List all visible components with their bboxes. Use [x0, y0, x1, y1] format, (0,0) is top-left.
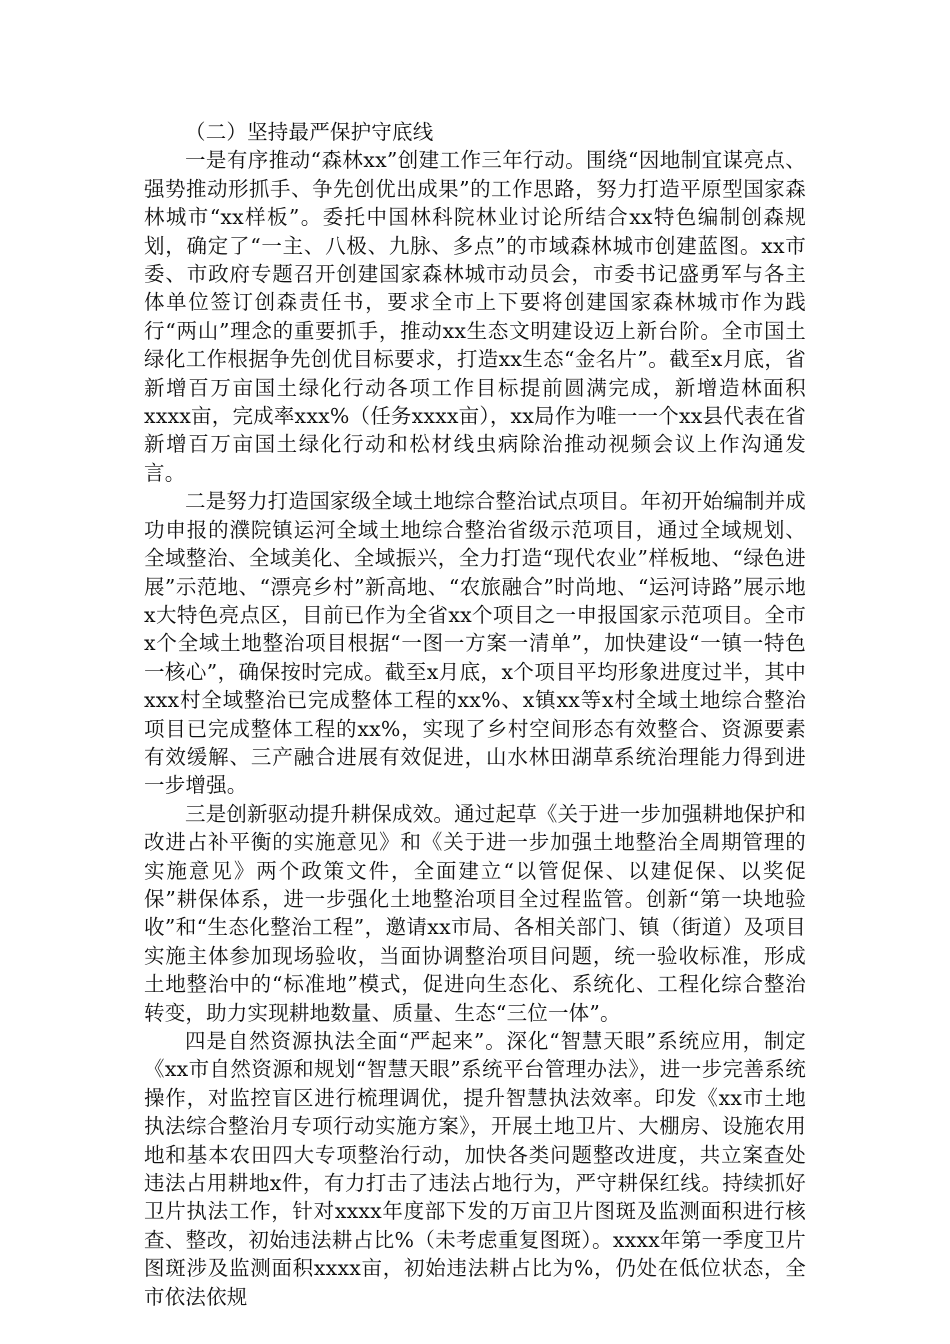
document-body: [144, 118, 806, 1311]
paragraph-land-consolidation: 二是努力打造国家级全域土地综合整治试点项目。年初开始编制并成功申报的濮院镇运河全域土地综合整治省级示范项目，通过全域规划、全域整治、全域美化、全域振兴，全力打造“现代农业”样板地、“绿色进展”示范地、“漂亮乡村”新高地、“农旅融合”时尚地、“运河诗路”展示地x大特色亮点区，目前已作为全省xx个项目之一申报国家示范项目。全市x个全域土地整治项目根据“一图一方案一清单”，加快建设“一镇一特色一核心”，确保按时完成。截至x月底，x个项目平均形象进度过半，其中xxx村全域整治已完成整体工程的xx%、x镇xx等x村全域土地综合整治项目已完成整体工程的xx%，实现了乡村空间形态有效整合、资源要素有效缓解、三产融合进展有效促进，山水林田湖草系统治理能力得到进一步增强。: [144, 489, 806, 798]
section-heading: （二）坚持最严保护守底线: [185, 120, 434, 144]
paragraph-farmland-protection: 三是创新驱动提升耕保成效。通过起草《关于进一步加强耕地保护和改进占补平衡的实施意见》和《关于进一步加强土地整治全周期管理的实施意见》两个政策文件，全面建立“以管促保、以建促保、以奖促保”耕保体系，进一步强化土地整治项目全过程监管。创新“第一块地验收”和“生态化整治工程”，邀请xx市局、各相关部门、镇（街道）及项目实施主体参加现场验收，当面协调整治项目问题，统一验收标准，形成土地整治中的“标准地”模式，促进向生态化、系统化、工程化综合整治转变，助力实现耕地数量、质量、生态“三位一体”。: [144, 801, 806, 1025]
paragraph-forest-city: 一是有序推动“森林xx”创建工作三年行动。围绕“因地制宜谋亮点、强势推动形抓手、争先创优出成果”的工作思路，努力打造平原型国家森林城市“xx样板”。委托中国林科院林业讨论所结合xx特色编制创森规划，确定了“一主、八极、九脉、多点”的市域森林城市创建蓝图。xx市委、市政府专题召开创建国家森林城市动员会，市委书记盛勇军与各主体单位签订创森责任书，要求全市上下要将创建国家森林城市作为践行“两山”理念的重要抓手，推动xx生态文明建设迈上新台阶。全市国土绿化工作根据争先创优目标要求，打造xx生态“金名片”。截至x月底，省新增百万亩国土绿化行动各项工作目标提前圆满完成，新增造林面积xxxx亩，完成率xxx%（任务xxxx亩），xx局作为唯一一个xx县代表在省新增百万亩国土绿化行动和松材线虫病除治推动视频会议上作沟通发言。: [144, 148, 806, 485]
paragraph-law-enforcement: 四是自然资源执法全面“严起来”。深化“智慧天眼”系统应用，制定《xx市自然资源和规划“智慧天眼”系统平台管理办法》，进一步完善系统操作，对监控盲区进行梳理调优，提升智慧执法效率。印发《xx市土地执法综合整治月专项行动实施方案》，开展土地卫片、大棚房、设施农用地和基本农田四大专项整治行动，加快各类问题整改进度，共立案查处违法占用耕地x件，有力打击了违法占地行为，严守耕保红线。持续抓好卫片执法工作，针对xxxx年度部下发的万亩卫片图斑及监测面积进行核查、整改，初始违法耕占比%（未考虑重复图斑）。xxxx年第一季度卫片图斑涉及监测面积xxxx亩，初始违法耕占比为%，仍处在低位状态，全市依法依规: [144, 1029, 806, 1309]
